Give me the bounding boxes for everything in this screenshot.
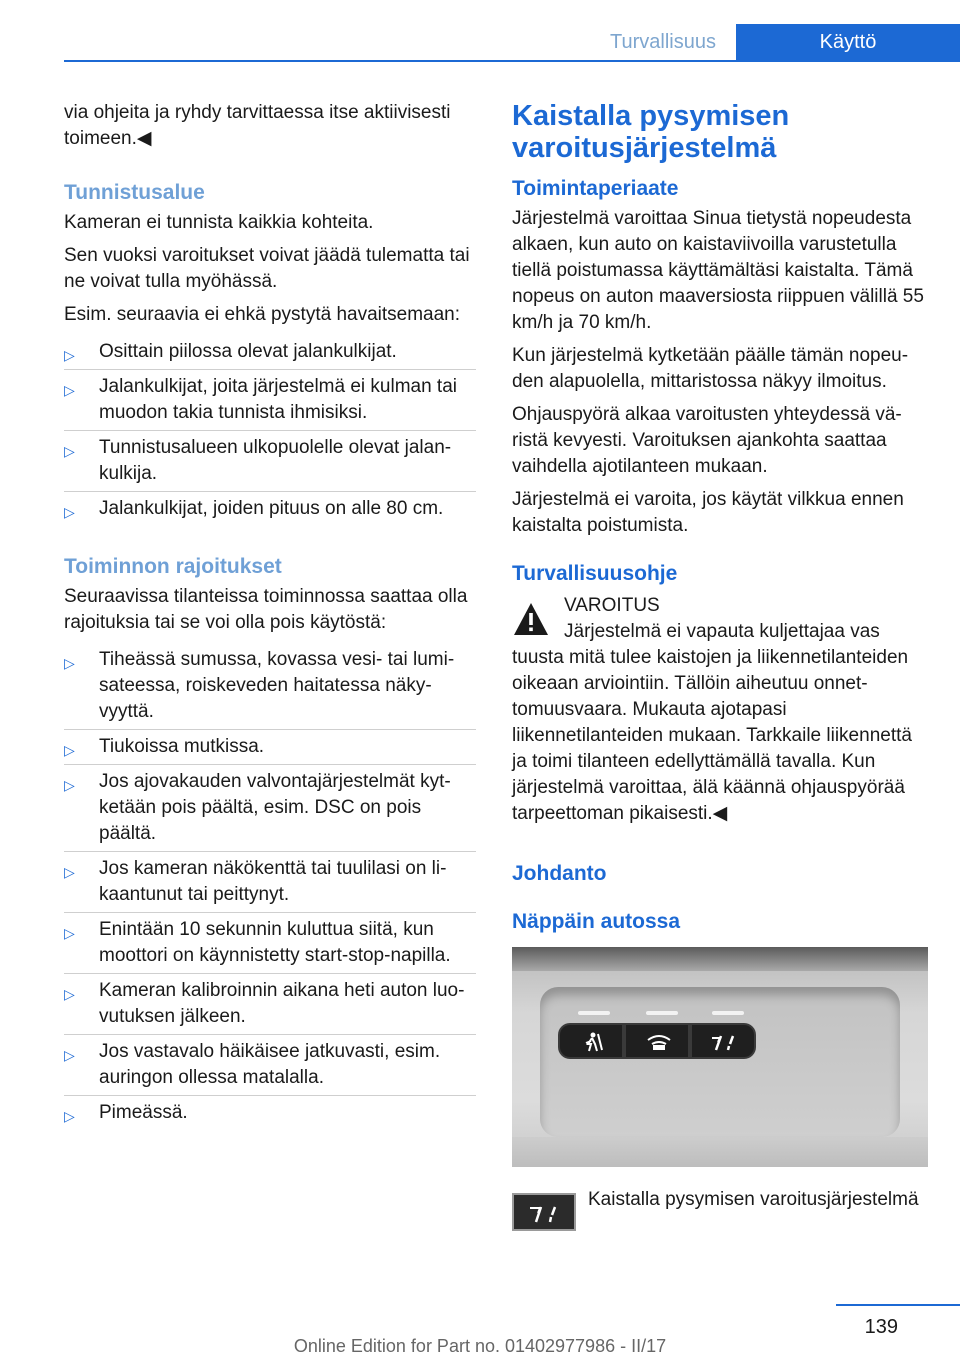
warning-label: VAROITUS [564, 595, 660, 616]
limits-paragraph: Seuraavissa tilanteissa toiminnossa saattaa olla rajoituksia tai se voi olla pois käytöstä: [64, 586, 468, 633]
footer-rule [836, 1304, 960, 1306]
page-number: 139 [864, 1316, 898, 1338]
principle-paragraph-1: Järjestelmä varoittaa Sinua tietystä nopeudesta alkaen, kun auto on kaistaviivoilla varustetulla tiellä poistumassa käyttämältäsi kaistalta. Tämä nopeus on auton maaversiosta riippuen välillä 55 km/h ja 70 km/h. [512, 208, 924, 333]
list-item: ▷ Jos vastavalo häikäisee jatkuvasti, esim. auringon ollessa matalalla. [64, 1035, 476, 1096]
lane-departure-icon [710, 1032, 740, 1052]
list-item: ▷ Tunnistusalueen ulkopuolelle olevat jalankulkija. [64, 431, 476, 492]
list-item: ▷ Kameran kalibroinnin aikana heti auton luovutuksen jälkeen. [64, 974, 476, 1035]
button-heading: Näppäin autossa [512, 910, 681, 933]
list-item: ▷ Tiheässä sumussa, kovassa vesi- tai lumisateessa, roiskeveden haitatessa näkyvyyttä. [64, 643, 476, 730]
lane-departure-button [690, 1023, 756, 1059]
photo-trim [512, 947, 928, 971]
list-item: ▷ Osittain piilossa olevat jalankulkijat. [64, 335, 476, 370]
safety-heading: Turvallisuusohje [512, 562, 678, 585]
triangle-bullet-icon: ▷ [64, 1047, 75, 1063]
list-item: ▷ Jalankulkijat, joiden pituus on alle 80 cm. [64, 492, 476, 526]
photo-switch-panel [540, 987, 900, 1137]
photo-led [646, 1011, 678, 1015]
list-item: ▷ Pimeässä. [64, 1096, 476, 1130]
section-title: Kaistalla pysymisen varoitusjärjestelmä [512, 100, 790, 164]
header-tab-usage: Käyttö [736, 24, 960, 60]
triangle-bullet-icon: ▷ [64, 925, 75, 941]
photo-lower-trim [512, 1137, 928, 1167]
front-collision-button [624, 1023, 690, 1059]
warning-triangle-icon [512, 599, 550, 639]
detection-paragraph-2: Sen vuoksi varoitukset voivat jäädä tulematta tai ne voivat tulla myöhässä. [64, 245, 470, 292]
limits-list [64, 643, 476, 1130]
warning-block [512, 593, 930, 827]
detection-list [64, 335, 476, 526]
list-item: ▷ Jos ajovakauden valvontajärjestelmät kytketään pois päältä, esim. DSC on pois päältä. [64, 765, 476, 852]
pedestrian-icon [578, 1032, 606, 1052]
photo-led [712, 1011, 744, 1015]
detection-paragraph-3: Esim. seuraavia ei ehkä pystytä havaitsemaan: [64, 304, 461, 325]
left-column [64, 100, 476, 1134]
footer-edition: Online Edition for Part no. 01402977986 - II/17 [293, 1336, 667, 1356]
warning-first-line: Järjestelmä ei vapauta kuljettajaa vas [564, 621, 880, 642]
intro-heading: Johdanto [512, 862, 607, 885]
principle-paragraph-3: Ohjauspyörä alkaa varoitusten yhteydessä väristä kevyesti. Varoituksen ajankohta saattaa vaihdella ajotilanteen mukaan. [512, 404, 902, 477]
triangle-bullet-icon: ▷ [64, 864, 75, 880]
principle-heading: Toimintaperiaate [512, 177, 679, 200]
triangle-bullet-icon: ▷ [64, 655, 75, 671]
pedestrian-warning-button [558, 1023, 624, 1059]
list-item: ▷ Enintään 10 sekunnin kuluttua siitä, kun moottori on käynnistetty start-stop-napilla. [64, 913, 476, 974]
triangle-bullet-icon: ▷ [64, 1108, 75, 1124]
triangle-bullet-icon: ▷ [64, 742, 75, 758]
warning-text: tuusta mitä tulee kaistojen ja liikennetilanteiden oikeaan arviointiin. Tällöin aiheutuu onnettomuusvaara. Mukauta ajotapasi liikennetilanteiden mukaan. Tarkkaile liikennettä ja toimi tilanteen edellyttämällä tavalla. Kun järjestelmä varoittaa, älä käännä ohjauspyörää tarpeettoman pikaisesti.◀ [512, 647, 912, 824]
triangle-bullet-icon: ▷ [64, 777, 75, 793]
list-item: ▷ Jalankulkijat, joita järjestelmä ei kulman tai muodon takia tunnista ihmisiksi. [64, 370, 476, 431]
header-rule [64, 60, 960, 62]
button-photo [512, 947, 928, 1167]
triangle-bullet-icon: ▷ [64, 986, 75, 1002]
lane-departure-icon [528, 1203, 562, 1223]
car-collision-icon [644, 1032, 674, 1052]
caption [512, 1187, 930, 1213]
header-tab-safety: Turvallisuus [610, 30, 716, 53]
triangle-bullet-icon: ▷ [64, 504, 75, 520]
triangle-bullet-icon: ▷ [64, 347, 75, 363]
photo-led [578, 1011, 610, 1015]
list-item: ▷ Jos kameran näkökenttä tai tuulilasi on likaantunut tai peittynyt. [64, 852, 476, 913]
triangle-bullet-icon: ▷ [64, 443, 75, 459]
principle-paragraph-2: Kun järjestelmä kytketään päälle tämän nopeuden alapuolella, mittaristossa näkyy ilmoitus. [512, 345, 909, 392]
lane-departure-symbol [512, 1193, 576, 1231]
right-column [512, 100, 930, 1213]
caption-text: Kaistalla pysymisen varoitusjärjestelmä [588, 1189, 919, 1210]
detection-paragraph-1: Kameran ei tunnista kaikkia kohteita. [64, 212, 374, 233]
principle-paragraph-4: Järjestelmä ei varoita, jos käytät vilkkua ennen kaistalta poistumista. [512, 489, 904, 536]
triangle-bullet-icon: ▷ [64, 382, 75, 398]
detection-heading: Tunnistusalue [64, 181, 205, 204]
intro-paragraph: via ohjeita ja ryhdy tarvittaessa itse aktiivisesti toimeen.◀ [64, 102, 451, 149]
limits-heading: Toiminnon rajoitukset [64, 555, 282, 578]
list-item: ▷ Tiukoissa mutkissa. [64, 730, 476, 765]
